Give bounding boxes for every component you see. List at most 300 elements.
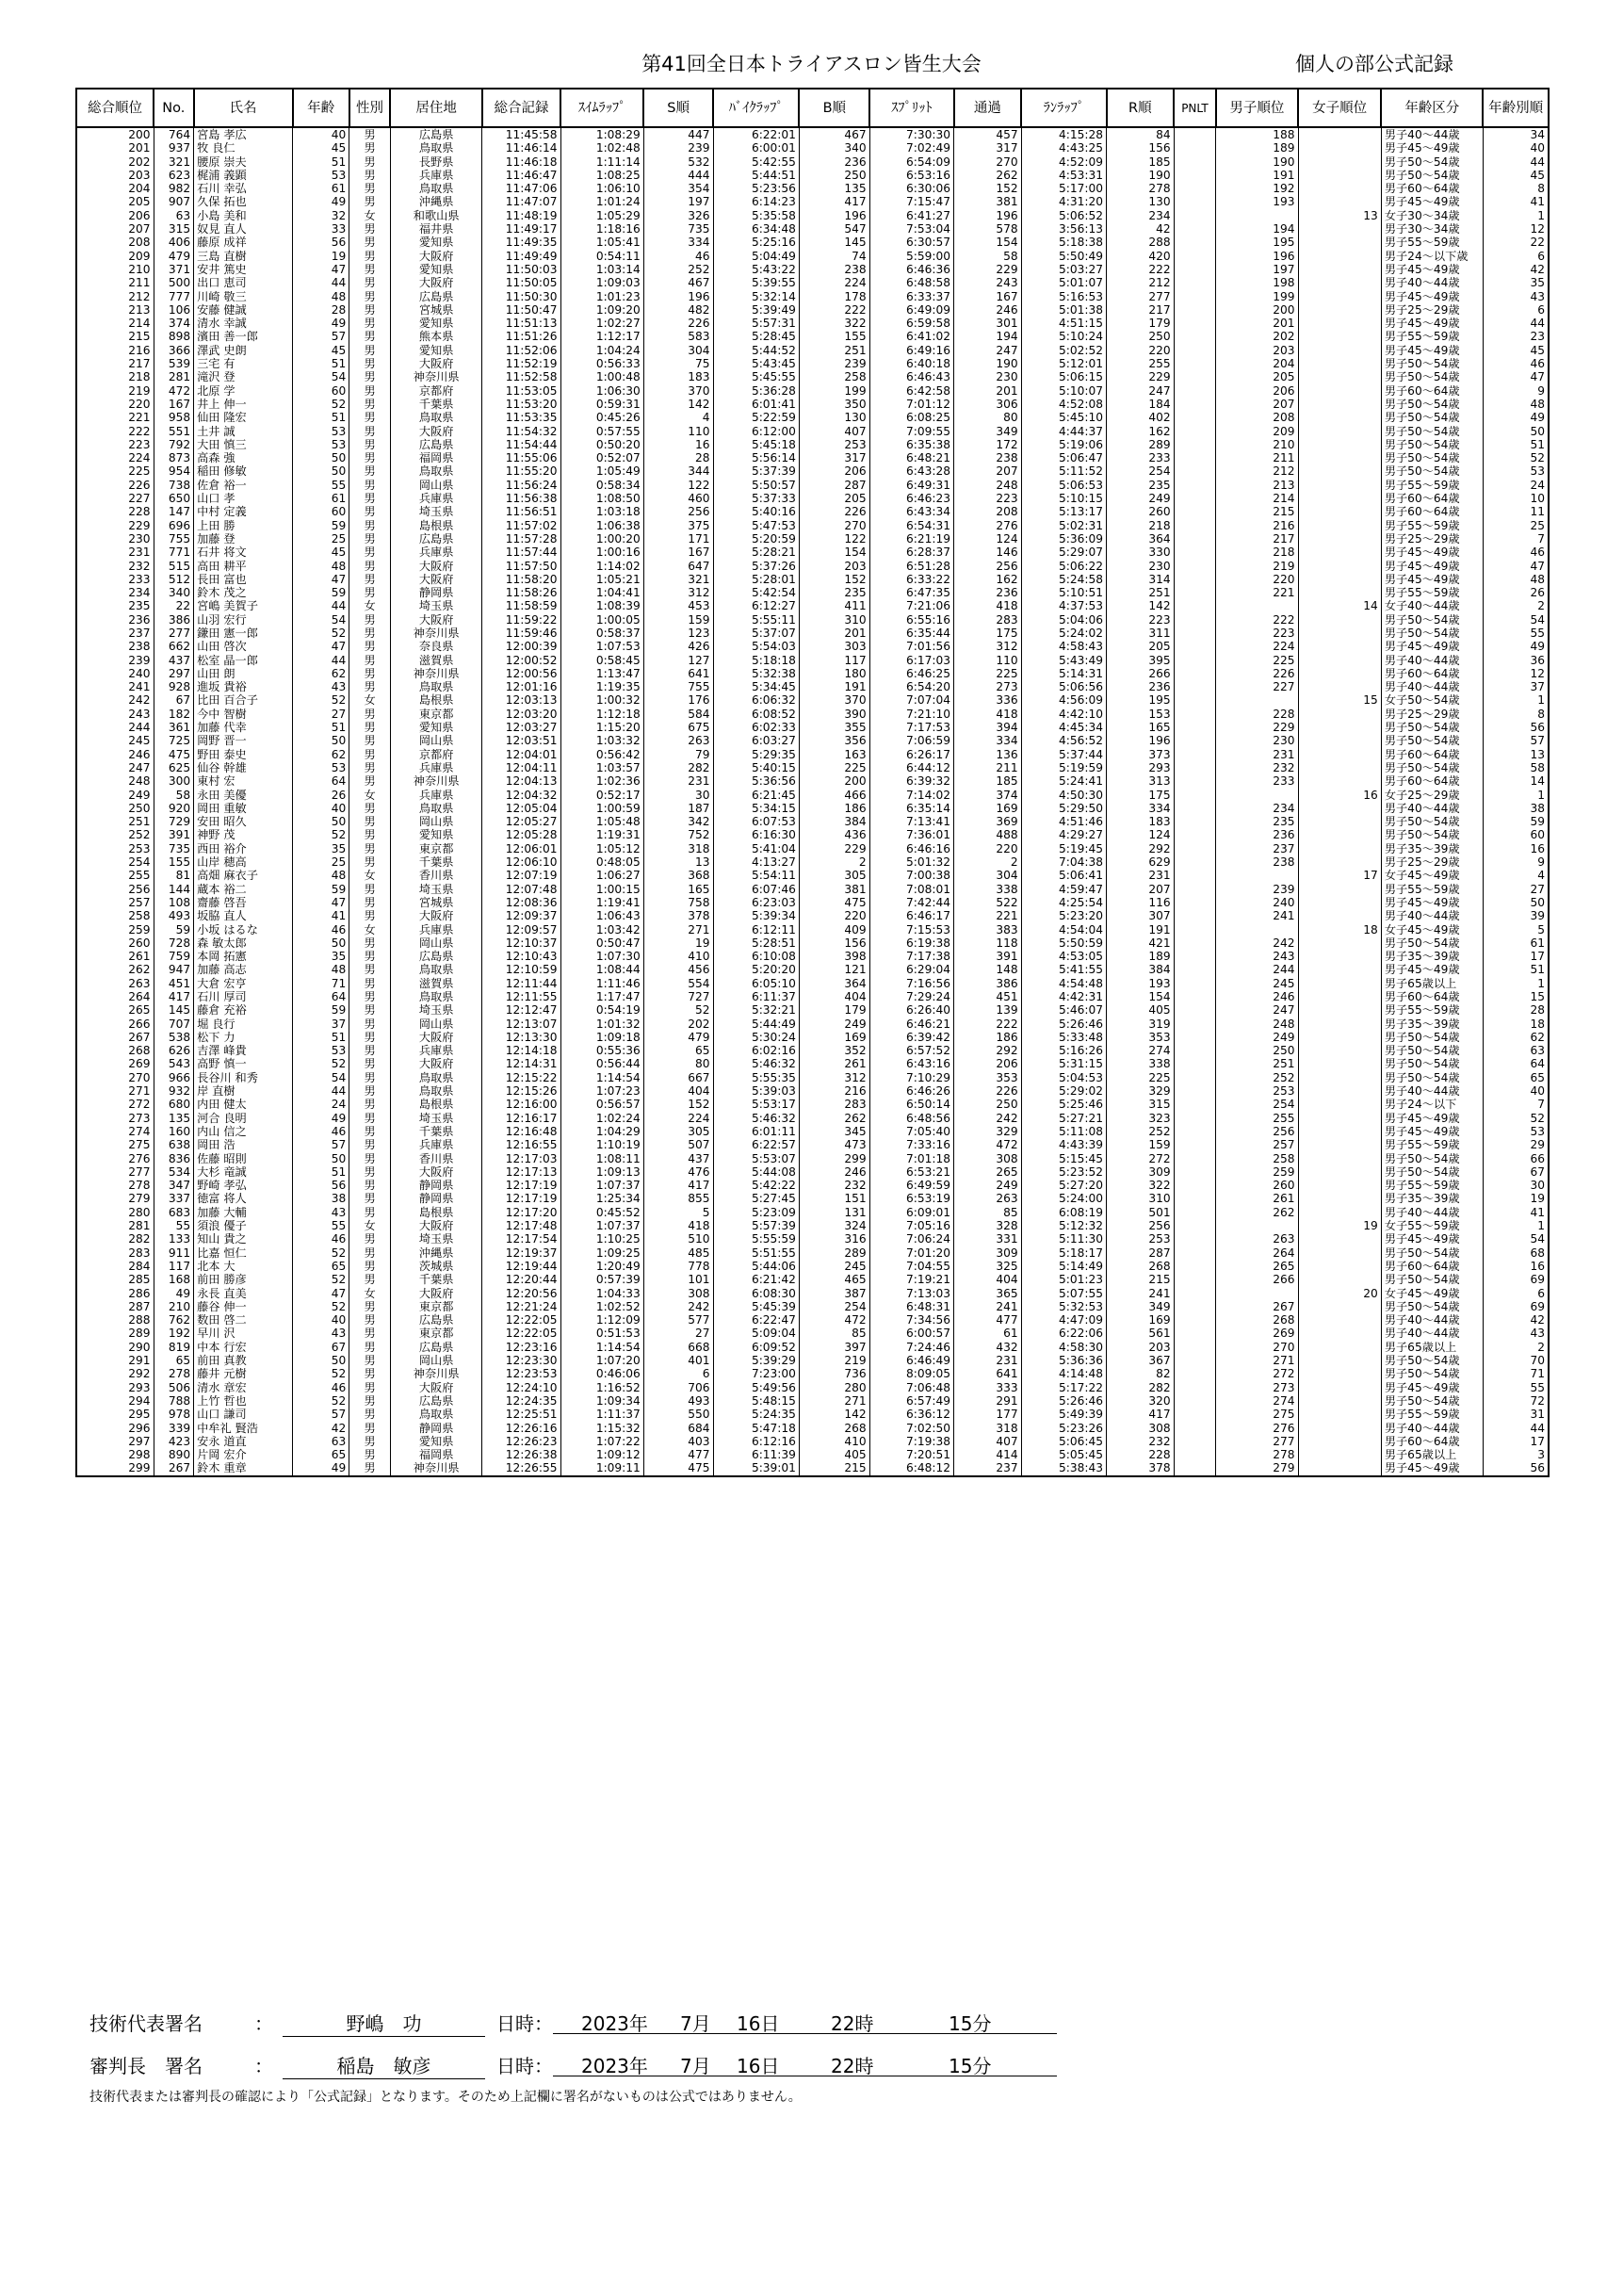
- cell-female-rank: [1298, 532, 1381, 546]
- cell-swim-rank: 375: [643, 519, 713, 532]
- cell-pnlt: [1174, 599, 1216, 612]
- cell-female-rank: 18: [1298, 923, 1381, 936]
- cell-run-rank: 205: [1107, 640, 1175, 653]
- cell-name: 山田 啓次: [194, 640, 293, 653]
- cell-bike-rank: 224: [799, 276, 869, 289]
- cell-bike-rank: 398: [799, 950, 869, 963]
- cell-age: 46: [293, 923, 349, 936]
- cell-swim: 1:02:48: [560, 141, 643, 155]
- cell-total: 12:17:20: [482, 1206, 560, 1219]
- cell-split: 7:02:49: [869, 141, 953, 155]
- cell-bike-rank: 436: [799, 828, 869, 841]
- cell-bike: 6:12:27: [713, 599, 799, 612]
- cell-pnlt: [1174, 586, 1216, 599]
- cell-male-rank: 276: [1216, 1422, 1298, 1435]
- cell-split: 6:29:04: [869, 963, 953, 976]
- cell-swim-rank: 167: [643, 546, 713, 559]
- cell-male-rank: 266: [1216, 1273, 1298, 1286]
- cell-residence: 鳥取県: [390, 990, 482, 1003]
- cell-swim: 1:17:47: [560, 990, 643, 1003]
- cell-pass: 365: [954, 1287, 1022, 1300]
- cell-age: 40: [293, 802, 349, 815]
- cell-age: 53: [293, 761, 349, 774]
- cell-age-category: 男子60～64歳: [1381, 990, 1483, 1003]
- cell-pass: 325: [954, 1260, 1022, 1273]
- cell-split: 6:48:31: [869, 1300, 953, 1313]
- cell-age-rank: 31: [1483, 1408, 1549, 1421]
- cell-rank: 231: [76, 546, 154, 559]
- cell-sex: 女: [349, 923, 391, 936]
- cell-age-rank: 51: [1483, 963, 1549, 976]
- cell-bib: 788: [154, 1394, 194, 1408]
- cell-sex: 男: [349, 1084, 391, 1098]
- cell-pnlt: [1174, 667, 1216, 680]
- cell-male-rank: 226: [1216, 667, 1298, 680]
- cell-male-rank: [1216, 789, 1298, 802]
- cell-male-rank: 242: [1216, 936, 1298, 950]
- cell-pass: 172: [954, 438, 1022, 451]
- cell-total: 12:03:51: [482, 734, 560, 747]
- cell-age-category: 男子50～54歳: [1381, 1071, 1483, 1084]
- table-row: [76, 761, 1549, 774]
- cell-sex: 男: [349, 990, 391, 1003]
- cell-bike-rank: 381: [799, 883, 869, 896]
- cell-sex: 男: [349, 586, 391, 599]
- cell-swim: 1:07:37: [560, 1219, 643, 1232]
- cell-swim-rank: 110: [643, 425, 713, 438]
- cell-rank: 258: [76, 909, 154, 922]
- cell-bib: 167: [154, 398, 194, 411]
- cell-run: 4:51:15: [1021, 317, 1106, 330]
- cell-swim-rank: 476: [643, 1165, 713, 1179]
- cell-run: 5:24:58: [1021, 573, 1106, 586]
- cell-age-rank: 11: [1483, 505, 1549, 518]
- cell-bib: 22: [154, 599, 194, 612]
- cell-bike-rank: 370: [799, 693, 869, 707]
- cell-sex: 男: [349, 1300, 391, 1313]
- cell-residence: 広島県: [390, 532, 482, 546]
- cell-age-category: 男子50～54歳: [1381, 721, 1483, 734]
- cell-male-rank: [1216, 923, 1298, 936]
- cell-pnlt: [1174, 209, 1216, 222]
- cell-sex: 男: [349, 1098, 391, 1111]
- cell-age-category: 男子55～59歳: [1381, 586, 1483, 599]
- cell-male-rank: 208: [1216, 411, 1298, 424]
- table-row: [76, 842, 1549, 855]
- cell-run-rank: 311: [1107, 627, 1175, 640]
- table-row: [76, 869, 1549, 882]
- cell-pass: 169: [954, 802, 1022, 815]
- cell-male-rank: 216: [1216, 519, 1298, 532]
- cell-female-rank: [1298, 627, 1381, 640]
- cell-pass: 226: [954, 1084, 1022, 1098]
- cell-bike: 5:23:56: [713, 182, 799, 195]
- cell-run-rank: 421: [1107, 936, 1175, 950]
- cell-age-category: 男子60～64歳: [1381, 667, 1483, 680]
- cell-split: 6:48:21: [869, 451, 953, 464]
- cell-sex: 男: [349, 505, 391, 518]
- cell-swim-rank: 176: [643, 693, 713, 707]
- cell-pass: 349: [954, 425, 1022, 438]
- cell-swim: 1:03:32: [560, 734, 643, 747]
- cell-pass: 404: [954, 1273, 1022, 1286]
- cell-run: 5:03:27: [1021, 263, 1106, 276]
- cell-swim-rank: 342: [643, 815, 713, 828]
- cell-name: 安井 篤史: [194, 263, 293, 276]
- cell-run: 5:36:09: [1021, 532, 1106, 546]
- cell-rank: 209: [76, 250, 154, 263]
- cell-name: 進坂 貴裕: [194, 680, 293, 693]
- cell-age: 53: [293, 438, 349, 451]
- cell-swim: 1:05:48: [560, 815, 643, 828]
- cell-pass: 206: [954, 1057, 1022, 1070]
- cell-pass: 196: [954, 209, 1022, 222]
- cell-bib: 777: [154, 290, 194, 303]
- cell-pass: 146: [954, 546, 1022, 559]
- cell-bike-rank: 466: [799, 789, 869, 802]
- cell-rank: 287: [76, 1300, 154, 1313]
- cell-male-rank: 189: [1216, 141, 1298, 155]
- cell-swim-rank: 485: [643, 1246, 713, 1260]
- cell-run-rank: 501: [1107, 1206, 1175, 1219]
- cell-bike: 5:39:03: [713, 1084, 799, 1098]
- cell-residence: 島根県: [390, 1206, 482, 1219]
- cell-female-rank: [1298, 586, 1381, 599]
- cell-bib: 147: [154, 505, 194, 518]
- cell-pnlt: [1174, 883, 1216, 896]
- cell-swim-rank: 554: [643, 977, 713, 990]
- cell-bike: 5:45:55: [713, 370, 799, 383]
- cell-swim-rank: 79: [643, 748, 713, 761]
- cell-split: 6:55:16: [869, 613, 953, 627]
- cell-male-rank: 268: [1216, 1313, 1298, 1327]
- cell-age: 57: [293, 1138, 349, 1151]
- results-table: [75, 88, 1550, 1477]
- cell-female-rank: [1298, 1461, 1381, 1475]
- cell-residence: 東京都: [390, 708, 482, 721]
- cell-pnlt: [1174, 855, 1216, 869]
- cell-split: 6:46:17: [869, 909, 953, 922]
- cell-bike: 5:28:51: [713, 936, 799, 950]
- cell-name: 高田 耕平: [194, 560, 293, 573]
- table-row: [76, 815, 1549, 828]
- cell-swim-rank: 584: [643, 708, 713, 721]
- cell-run: 5:24:41: [1021, 774, 1106, 788]
- cell-age-rank: 49: [1483, 640, 1549, 653]
- cell-age-rank: 13: [1483, 748, 1549, 761]
- table-row: [76, 1287, 1549, 1300]
- cell-female-rank: 20: [1298, 1287, 1381, 1300]
- cell-bib: 155: [154, 855, 194, 869]
- cell-age-rank: 6: [1483, 303, 1549, 317]
- table-row: [76, 573, 1549, 586]
- cell-age-category: 男子45～49歳: [1381, 1232, 1483, 1246]
- cell-run: 5:36:36: [1021, 1354, 1106, 1367]
- cell-swim-rank: 28: [643, 451, 713, 464]
- cell-pnlt: [1174, 1448, 1216, 1461]
- cell-male-rank: 207: [1216, 398, 1298, 411]
- cell-swim: 1:10:19: [560, 1138, 643, 1151]
- cell-run-rank: 274: [1107, 1044, 1175, 1057]
- cell-sex: 男: [349, 451, 391, 464]
- cell-swim: 1:15:32: [560, 1422, 643, 1435]
- cell-pass: 292: [954, 1044, 1022, 1057]
- cell-female-rank: [1298, 357, 1381, 370]
- cell-male-rank: 213: [1216, 479, 1298, 492]
- cell-run: 4:43:39: [1021, 1138, 1106, 1151]
- cell-bike: 5:44:49: [713, 1018, 799, 1031]
- table-row: [76, 748, 1549, 761]
- cell-split: 6:43:34: [869, 505, 953, 518]
- cell-bike-rank: 245: [799, 1260, 869, 1273]
- cell-residence: 兵庫県: [390, 546, 482, 559]
- cell-female-rank: [1298, 680, 1381, 693]
- cell-bib: 792: [154, 438, 194, 451]
- cell-run-rank: 231: [1107, 869, 1175, 882]
- cell-male-rank: 222: [1216, 613, 1298, 627]
- cell-female-rank: [1298, 1057, 1381, 1070]
- cell-run: 5:04:53: [1021, 1071, 1106, 1084]
- cell-residence: 島根県: [390, 693, 482, 707]
- cell-bike: 6:06:32: [713, 693, 799, 707]
- cell-swim: 0:54:19: [560, 1003, 643, 1017]
- cell-bike-rank: 145: [799, 236, 869, 249]
- cell-swim-rank: 152: [643, 1098, 713, 1111]
- table-row: [76, 479, 1549, 492]
- cell-age: 59: [293, 1003, 349, 1017]
- cell-total: 12:12:47: [482, 1003, 560, 1017]
- cell-residence: 兵庫県: [390, 169, 482, 182]
- cell-residence: 茨城県: [390, 1260, 482, 1273]
- cell-run-rank: 241: [1107, 1287, 1175, 1300]
- cell-rank: 234: [76, 586, 154, 599]
- cell-age: 51: [293, 721, 349, 734]
- cell-age-rank: 8: [1483, 182, 1549, 195]
- cell-run-rank: 314: [1107, 573, 1175, 586]
- cell-run-rank: 278: [1107, 182, 1175, 195]
- cell-swim-rank: 641: [643, 667, 713, 680]
- cell-pnlt: [1174, 923, 1216, 936]
- cell-age-rank: 1: [1483, 693, 1549, 707]
- cell-age-category: 男子50～54歳: [1381, 1057, 1483, 1070]
- cell-bib: 978: [154, 1408, 194, 1421]
- cell-sex: 男: [349, 1354, 391, 1367]
- table-row: [76, 182, 1549, 195]
- cell-total: 11:56:24: [482, 479, 560, 492]
- cell-bib: 907: [154, 195, 194, 208]
- cell-pnlt: [1174, 464, 1216, 478]
- cell-name: 山羽 宏行: [194, 613, 293, 627]
- cell-total: 12:03:20: [482, 708, 560, 721]
- cell-bike: 6:09:52: [713, 1341, 799, 1354]
- cell-residence: 和歌山県: [390, 209, 482, 222]
- cell-sex: 男: [349, 317, 391, 330]
- cell-run-rank: 207: [1107, 883, 1175, 896]
- cell-age: 38: [293, 1192, 349, 1205]
- cell-pass: 308: [954, 1152, 1022, 1165]
- cell-split: 6:49:16: [869, 344, 953, 357]
- cell-female-rank: [1298, 896, 1381, 909]
- cell-age-category: 男子45～49歳: [1381, 560, 1483, 573]
- cell-swim: 1:09:11: [560, 1461, 643, 1475]
- cell-female-rank: [1298, 855, 1381, 869]
- cell-pass: 276: [954, 519, 1022, 532]
- cell-swim-rank: 467: [643, 276, 713, 289]
- table-row: [76, 1246, 1549, 1260]
- cell-pass: 374: [954, 789, 1022, 802]
- cell-swim: 1:07:22: [560, 1435, 643, 1448]
- cell-male-rank: 201: [1216, 317, 1298, 330]
- table-row: [76, 1367, 1549, 1380]
- cell-rank: 285: [76, 1273, 154, 1286]
- cell-male-rank: 248: [1216, 1018, 1298, 1031]
- cell-rank: 278: [76, 1179, 154, 1192]
- cell-sex: 男: [349, 127, 391, 141]
- cell-pnlt: [1174, 1003, 1216, 1017]
- cell-name: 吉澤 峰貴: [194, 1044, 293, 1057]
- cell-age: 49: [293, 317, 349, 330]
- cell-run-rank: 561: [1107, 1327, 1175, 1340]
- cell-name: 久保 拓也: [194, 195, 293, 208]
- cell-age-category: 男子55～59歳: [1381, 1138, 1483, 1151]
- cell-run: 5:01:23: [1021, 1273, 1106, 1286]
- cell-name: 須浪 優子: [194, 1219, 293, 1232]
- cell-pass: 2: [954, 855, 1022, 869]
- cell-pnlt: [1174, 627, 1216, 640]
- cell-bike-rank: 404: [799, 990, 869, 1003]
- cell-age: 51: [293, 1031, 349, 1044]
- cell-pass: 154: [954, 236, 1022, 249]
- cell-pass: 328: [954, 1219, 1022, 1232]
- cell-run: 5:49:39: [1021, 1408, 1106, 1421]
- cell-run: 5:06:22: [1021, 560, 1106, 573]
- table-row: [76, 127, 1549, 141]
- cell-name: 齋藤 啓吾: [194, 896, 293, 909]
- cell-age-category: 男子45～49歳: [1381, 195, 1483, 208]
- cell-bib: 182: [154, 708, 194, 721]
- cell-age: 51: [293, 155, 349, 169]
- cell-swim-rank: 224: [643, 1112, 713, 1125]
- table-row: [76, 276, 1549, 289]
- cell-rank: 201: [76, 141, 154, 155]
- cell-female-rank: [1298, 155, 1381, 169]
- cell-name: 藤井 元樹: [194, 1367, 293, 1380]
- cell-total: 12:19:44: [482, 1260, 560, 1273]
- cell-split: 7:13:41: [869, 815, 953, 828]
- cell-run-rank: 313: [1107, 774, 1175, 788]
- cell-swim-rank: 668: [643, 1341, 713, 1354]
- cell-pass: 136: [954, 748, 1022, 761]
- cell-swim: 1:09:20: [560, 303, 643, 317]
- cell-sex: 男: [349, 1341, 391, 1354]
- cell-pass: 177: [954, 1408, 1022, 1421]
- cell-pass: 167: [954, 290, 1022, 303]
- table-row: [76, 1084, 1549, 1098]
- cell-male-rank: 267: [1216, 1300, 1298, 1313]
- cell-rank: 250: [76, 802, 154, 815]
- cell-split: 6:35:14: [869, 802, 953, 815]
- cell-run-rank: 225: [1107, 1071, 1175, 1084]
- cell-pnlt: [1174, 182, 1216, 195]
- cell-age: 43: [293, 1327, 349, 1340]
- cell-total: 12:11:44: [482, 977, 560, 990]
- cell-swim-rank: 304: [643, 344, 713, 357]
- cell-age-category: 男子45～49歳: [1381, 1125, 1483, 1138]
- cell-bike: 5:34:45: [713, 680, 799, 693]
- cell-pass: 472: [954, 1138, 1022, 1151]
- cell-bike-rank: 154: [799, 546, 869, 559]
- cell-age: 37: [293, 1018, 349, 1031]
- cell-run: 4:15:28: [1021, 127, 1106, 141]
- cell-total: 11:45:58: [482, 127, 560, 141]
- cell-age-rank: 38: [1483, 802, 1549, 815]
- cell-swim: 1:12:17: [560, 330, 643, 343]
- cell-split: 6:30:06: [869, 182, 953, 195]
- cell-age-category: 男子40～44歳: [1381, 1206, 1483, 1219]
- cell-pnlt: [1174, 842, 1216, 855]
- cell-female-rank: [1298, 640, 1381, 653]
- cell-age: 35: [293, 950, 349, 963]
- cell-swim-rank: 437: [643, 1152, 713, 1165]
- cell-rank: 286: [76, 1287, 154, 1300]
- cell-rank: 225: [76, 464, 154, 478]
- cell-age-rank: 9: [1483, 384, 1549, 398]
- cell-bike: 6:02:16: [713, 1044, 799, 1057]
- cell-run-rank: 116: [1107, 896, 1175, 909]
- cell-run: 5:06:41: [1021, 869, 1106, 882]
- cell-run-rank: 384: [1107, 963, 1175, 976]
- cell-age: 59: [293, 586, 349, 599]
- cell-bike-rank: 186: [799, 802, 869, 815]
- cell-age-category: 男子50～54歳: [1381, 438, 1483, 451]
- cell-total: 12:16:00: [482, 1098, 560, 1111]
- cell-bike: 6:11:37: [713, 990, 799, 1003]
- cell-swim-rank: 101: [643, 1273, 713, 1286]
- cell-bike: 6:21:45: [713, 789, 799, 802]
- cell-pnlt: [1174, 828, 1216, 841]
- cell-run-rank: 260: [1107, 505, 1175, 518]
- cell-run-rank: 629: [1107, 855, 1175, 869]
- cell-rank: 235: [76, 599, 154, 612]
- cell-run-rank: 254: [1107, 464, 1175, 478]
- cell-age-category: 男子50～54歳: [1381, 613, 1483, 627]
- cell-pnlt: [1174, 1260, 1216, 1273]
- cell-age-rank: 6: [1483, 1287, 1549, 1300]
- cell-age-category: 男子65歳以上: [1381, 977, 1483, 990]
- cell-age: 47: [293, 640, 349, 653]
- cell-age-rank: 45: [1483, 344, 1549, 357]
- cell-name: 宮島 孝広: [194, 127, 293, 141]
- cell-swim-rank: 417: [643, 1179, 713, 1192]
- cell-male-rank: 190: [1216, 155, 1298, 169]
- table-row: [76, 789, 1549, 802]
- cell-swim-rank: 80: [643, 1057, 713, 1070]
- cell-bib: 108: [154, 896, 194, 909]
- cell-name: 石川 厚司: [194, 990, 293, 1003]
- cell-run-rank: 307: [1107, 909, 1175, 922]
- cell-bib: 539: [154, 357, 194, 370]
- cell-swim-rank: 752: [643, 828, 713, 841]
- cell-age: 52: [293, 1246, 349, 1260]
- table-row: [76, 560, 1549, 573]
- cell-age-category: 男子60～64歳: [1381, 505, 1483, 518]
- table-row: [76, 950, 1549, 963]
- cell-total: 12:14:31: [482, 1057, 560, 1070]
- cell-swim: 1:14:54: [560, 1341, 643, 1354]
- cell-age: 64: [293, 774, 349, 788]
- cell-name: 清水 章宏: [194, 1381, 293, 1394]
- cell-male-rank: 238: [1216, 855, 1298, 869]
